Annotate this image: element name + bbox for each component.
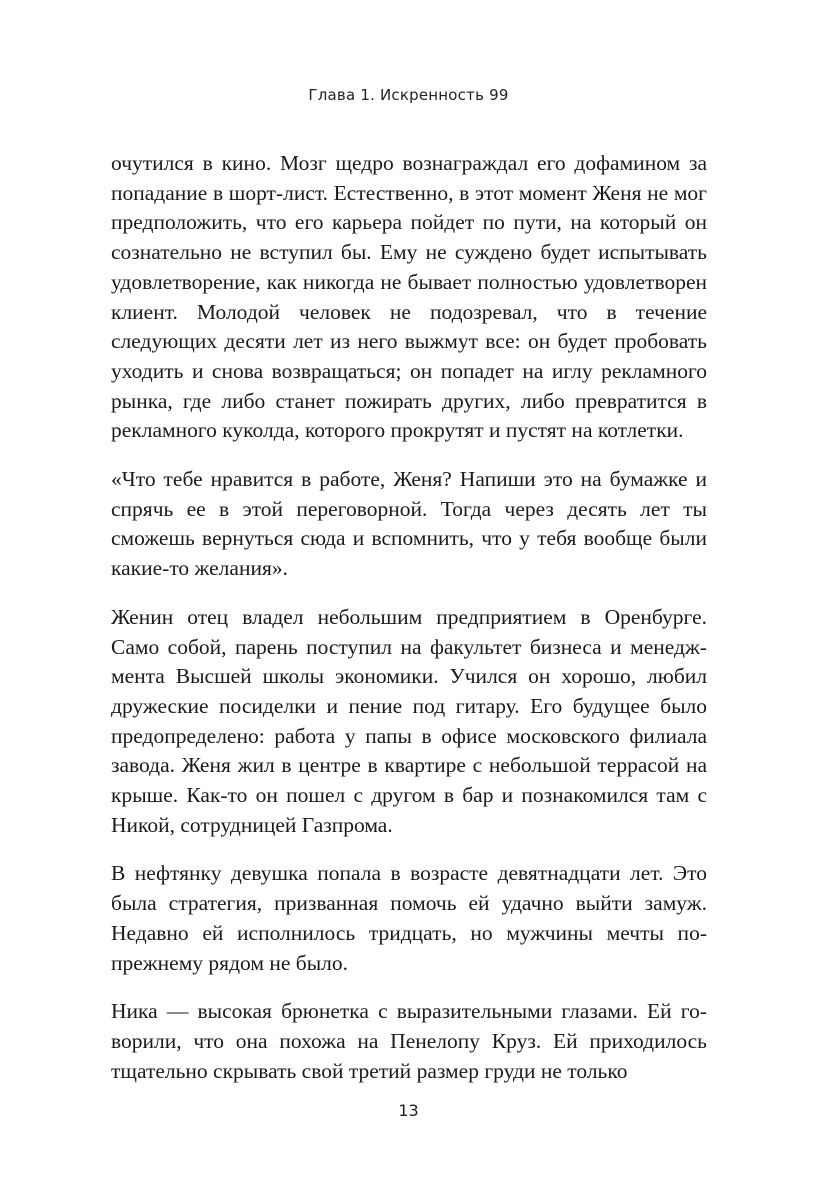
paragraph: очутился в кино. Мозг щедро вознаграждал его дофамином за попадание в шорт-лист. Естественно, в этот момент Женя не мог предположить, что его карьера пойдет по пути, на который он сознательно не вступил бы. Ему не суждено будет испытывать удовлетворение, как никогда не бывает полностью удовлетворен клиент. Молодой человек не подозревал, что в течение следующих десяти лет из него выжмут все: он будет пробовать уходить и снова возвращаться; он попадет на иглу рекламного рынка, где либо станет пожирать других, либо превратится в рекламного куколда, которого прокрутят и пустят на котлетки.: [111, 151, 707, 443]
paragraph: Ника — высокая брюнетка с выразительными глазами. Ей говорили, что она похожа на Пенелопу Круз. Ей приходилось тщательно скрывать свой третий размер груди не только: [111, 999, 707, 1083]
page-number: 13: [398, 1101, 419, 1120]
running-head: Глава 1. Искренность 99: [308, 86, 509, 104]
paragraph: «Что тебе нравится в работе, Женя? Напиши это на бумажке и спрячь ее в этой переговорной. Тогда через десять лет ты сможешь вернуться сюда и вспомнить, что у тебя вообще были какие-то желания».: [111, 467, 707, 581]
body-text: [111, 149, 707, 1086]
paragraph: Женин отец владел небольшим предприятием в Оренбурге. Само собой, парень поступил на факультет бизнеса и менеджмента Высшей школы экономики. Учился он хорошо, любил дружеские посиделки и пение под гитару. Его будущее было предопределено: работа у папы в офисе московского филиала завода. Женя жил в центре в квартире с небольшой террасой на крыше. Как-то он пошел с другом в бар и познакомился там с Никой, сотрудницей Газпрома.: [111, 604, 707, 837]
paragraph: В нефтянку девушка попала в возрасте девятнадцати лет. Это была стратегия, призванная помочь ей удачно выйти замуж. Недавно ей исполнилось тридцать, но мужчины мечты попрежнему рядом не было.: [111, 861, 707, 975]
